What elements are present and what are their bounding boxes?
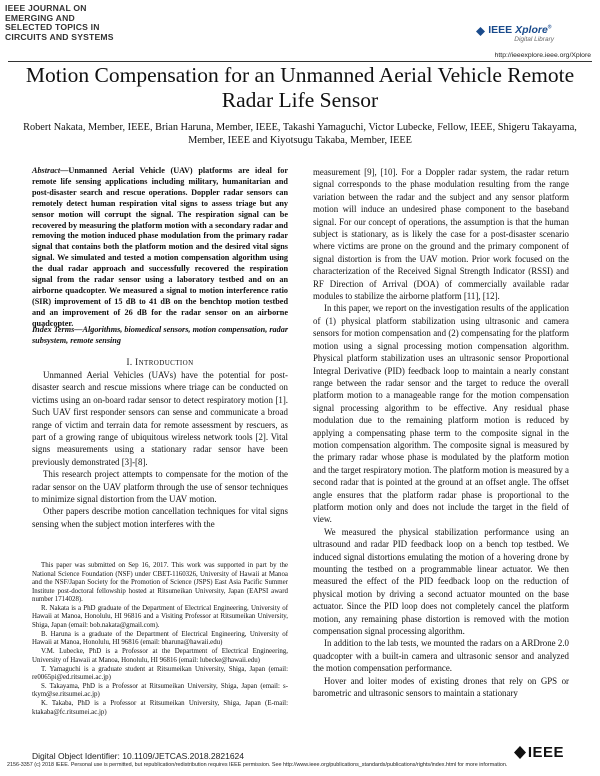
footnote: V.M. Lubecke, PhD is a Professor at the Department of Electrical Engineering, University of Hawaii at Manoa, Honolulu, HI 96816 (email: lubecke@hawaii.edu)	[32, 648, 288, 664]
body-paragraph: Other papers describe motion cancellation techniques for vital signs sensing when the subject motion interferes with the	[32, 506, 288, 529]
right-column-body	[313, 166, 569, 699]
index-terms-label: Index Terms	[32, 325, 75, 334]
index-terms	[32, 325, 288, 347]
journal-name	[5, 4, 185, 42]
body-paragraph: In this paper, we report on the investigation results of the application of (1) physical platform stabilization using ultrasonic and camera sensors for motion compensation and (2) compensating for the platform motion using a signal processing motion compensation algorithm. Physical platform stabilization uses an ultrasonic sensor Proportional Integral Derivative (PID) feedback loop to maintain a nearly constant range between the radar sensor and the target to reduce the overall platform motion to a manageable range for the motion compensation signal processing algorithm to be effective. Any residual phase modulation due to the remaining platform motion is reduced by applying a compensating phase term to the composite signal in the motion compensation algorithm. The composite signal is measured by the primary radar whose phase is modulated by the platform motion and the target respiratory motion. The platform motion is measured by a second radar that is pointed at the ground at an offset angle. The offset angle ensures that the platform radar phase is proportional to the platform motion only and does not include the target in the field of view.	[313, 303, 569, 525]
journal-line: EMERGING AND	[5, 12, 75, 23]
section-number: I.	[126, 357, 133, 367]
license-notice: 2156-3357 (c) 2018 IEEE. Personal use is permitted, but republication/redistribution requires IEEE permission. See http://www.ieee.org/publications_standards/publications/rights/index.html for more information.	[7, 762, 508, 768]
journal-line: CIRCUITS AND SYSTEMS	[5, 31, 114, 42]
journal-line: SELECTED TOPICS IN	[5, 22, 100, 33]
abstract-label: Abstract	[32, 166, 61, 175]
footer-logo-text: IEEE	[527, 744, 564, 761]
footnote: S. Takayama, PhD is a Professor at Ritsumeikan University, Shiga, Japan (email: s-tkym@se.ritsumei.ac.jp)	[32, 682, 288, 699]
doi: Digital Object Identifier: 10.1109/JETCAS.2018.2821624	[32, 751, 245, 761]
abstract	[32, 166, 288, 330]
abstract-text: —Unmanned Aerial Vehicle (UAV) platforms are ideal for remote life sensing applications including military, humanitarian and post-disaster search and rescue operations. Doppler radar sensors can remotely detect human respiration vital signs to assess triage but any sensor motion will corrupt the signal. The respiration signal can be recovered by measuring the platform motion with a secondary radar and removing the motion induced phase modulation from the primary radar signal that contains both the platform motion and the desired vital signs signal. We simulated and tested a motion compensation algorithm using the dual radar approach and successfully recovered the respiration signal from the radar sensor using a laboratory testbed and on an airborne quadcopter. We measured a signal to motion interference ratio (SIR) improvement of 15 dB to 41 dB on the benchtop motion testbed and an improvement of 26 dB for the radar sensor on an airborne quadcopter.	[32, 166, 288, 328]
section-first-letter: I	[135, 357, 139, 367]
body-paragraph: In addition to the lab tests, we mounted the radars on a ARDrone 2.0 quadcopter with a built-in camera and ultrasonic sensor and analyzed the motion compensation performance.	[313, 638, 569, 674]
footnote: T. Yamaguchi is a graduate student at Ritsumeikan University, Shiga, Japan (email: re0065pi@ed.ritsumei.ac.jp)	[32, 665, 288, 682]
ieee-diamond-icon	[476, 27, 485, 36]
section-title-rest: NTRODUCTION	[138, 359, 194, 367]
ieee-diamond-icon	[514, 746, 526, 759]
body-paragraph: measurement [9], [10]. For a Doppler radar system, the radar return signal corresponds to the phase modulation resulting from the range variation between the radar and the subject and any sensor platform motion will induce an undesired phase component to the baseband signal. For our concept of operations, the assumption is that the human subject is stationary, as is likely the case for a post-disaster scenario where victims are prone on the ground and the primary component of signal distortion is from the UAV motion. Prior work focused on the characterization of the Received Signal Strength Indicator (RSSI) and RF Direction of Arrival (DOA) of commercially available radar modules to stabilize the airborne platform [11], [12].	[313, 167, 569, 302]
body-paragraph: This research project attempts to compensate for the motion of the radar sensor on the UAV platform through the use of sensor techniques to minimize signal distortion from the UAV motion.	[32, 469, 288, 505]
paper-title: Motion Compensation for an Unmanned Aerial Vehicle Remote Radar Life Sensor	[25, 63, 575, 112]
body-paragraph: Hover and loiter modes of existing drones that rely on GPS or barometric and ultrasonic sensors to maintain a stationary	[313, 675, 569, 699]
ieee-xplore-logo	[488, 24, 554, 43]
header-divider	[8, 61, 592, 62]
footnote: K. Takaba, PhD is a Professor at Ritsumeikan University, Shiga, Japan (E-mail: ktakaba@fc.ritsumei.ac.jp)	[32, 700, 288, 716]
index-terms-text: —Algorithms, biomedical sensors, motion compensation, radar subsystem, remote sensing	[32, 325, 289, 345]
author-list: Robert Nakata, Member, IEEE, Brian Haruna, Member, IEEE, Takashi Yamaguchi, Victor Lubecke, Fellow, IEEE, Shigeru Takayama, Member, IEEE and Kiyotsugu Takaba, Member, IEEE	[23, 122, 577, 146]
logo-brand: IEEE	[488, 24, 513, 36]
xplore-url[interactable]: http://ieeexplore.ieee.org/Xplore	[494, 52, 591, 59]
ieee-footer-logo	[528, 744, 564, 761]
footnotes	[32, 562, 288, 718]
body-paragraph: We measured the physical stabilization performance using an ultrasound and radar PID feedback loop on a bench top testbed. We induced signal distortions emulating the motion of a hovering drone by mounting the testbed on a programmable linear actuator. We then measured the effect of the PID feedback loop on the reduction of physical motion by driving a second actuator mounted on the base actuator. Since the PID loop does not completely cancel the platform motion, any remaining phase distortion is removed with the motion compensation signal processing algorithm.	[313, 526, 569, 637]
footnote: R. Nakata is a PhD graduate of the Department of Electrical Engineering, University of Hawaii at Manoa, Honolulu, HI 96816 and a Visiting Professor at Ritsumeikan University, Shiga, Japan (email: bob.nakata@gmail.com).	[32, 604, 288, 629]
journal-line: IEEE JOURNAL ON	[5, 3, 87, 13]
logo-product: Xplore	[515, 24, 548, 36]
logo-registered: ®	[547, 24, 552, 31]
footnote: B. Haruna is a graduate of the Department of Electrical Engineering, University of Hawaii at Manoa, Honolulu, HI 96816 (email: bharuna@hawaii.edu)	[32, 630, 288, 647]
body-paragraph: Unmanned Aerial Vehicles (UAVs) have the potential for post-disaster search and rescue missions where triage can be conducted on victims using an on-board radar sensor to detect respiratory motion [1]. Such UAV first responder sensors can sense and communicate a broad range of victim and terrain data for remote assessment by rescuers, as part of a growing range of ubiquitous wireless network tools [2]. Vital signs measurements using a stationary radar sensor have been previously demonstrated [3]-[8].	[32, 370, 288, 467]
footnote: This paper was submitted on Sep 16, 2017. This work was supported in part by the National Science Foundation (NSF) under CBET-1160326, University of Hawaii at Manoa and the NSF/Japan Society for the Promotion of Science (JSPS) East Asia Pacific Summer Institute post-doctoral fellowship hosted at Ritsumeikan University, Japan (EAPSI award number 1714028).	[32, 562, 288, 603]
logo-subtitle: Digital Library	[514, 36, 554, 43]
introduction-body	[32, 369, 288, 530]
section-heading	[32, 356, 288, 369]
